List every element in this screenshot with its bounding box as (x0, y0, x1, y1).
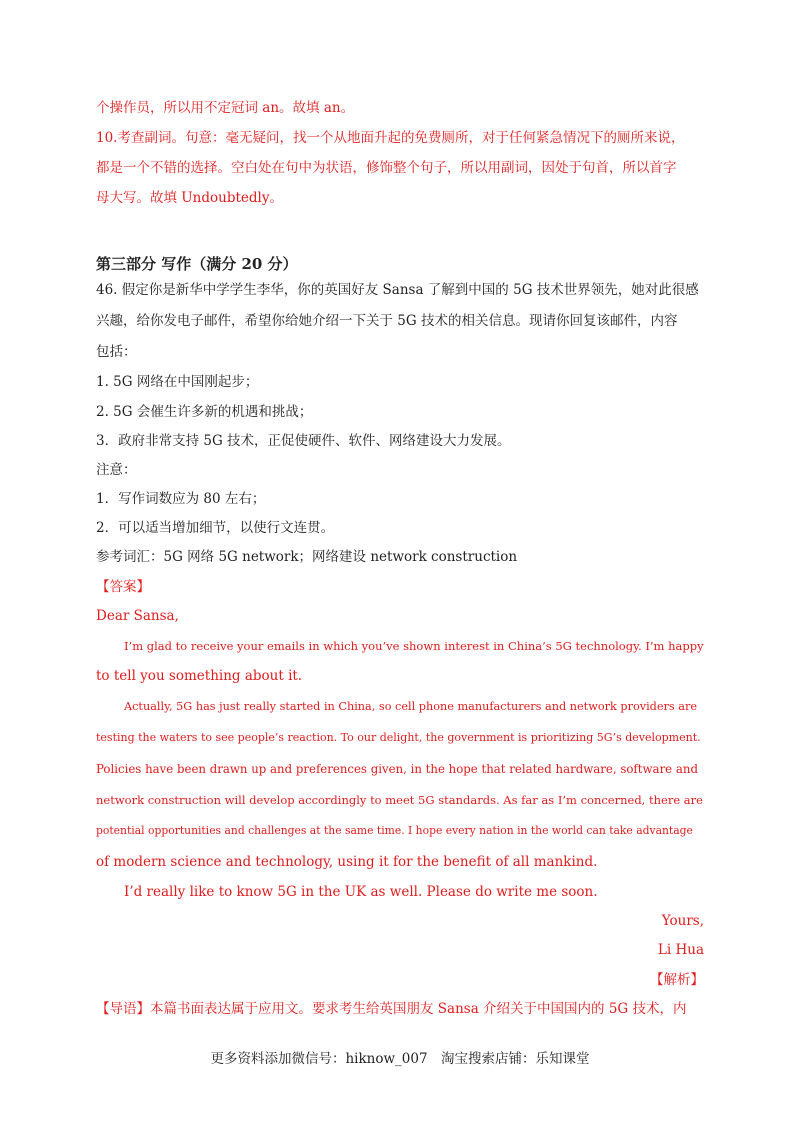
analysis-intro: 【导语】本篇书面表达属于应用文。要求考生给英国朋友 Sansa 介绍关于中国国内的 5G 技术，内 (96, 1001, 687, 1017)
letter-p2-line-6: of modern science and technology, using it for the benefit of all mankind. (96, 854, 598, 870)
question-line-2: 兴趣，给你发电子邮件，希望你给她介绍一下关于 5G 技术的相关信息。现请你回复该邮件，内容 (96, 313, 678, 329)
notes-label: 注意： (96, 462, 137, 478)
letter-p2-line-4: network construction will develop accordingly to meet 5G standards. As far as I’m concerned, there are (96, 793, 703, 807)
item10-line-1: 10.考查副词。句意：毫无疑问，找一个从地面升起的免费厕所，对于任何紧急情况下的厕所来说， (96, 130, 685, 146)
letter-closing: Yours, (661, 913, 704, 929)
requirement-point-2: 2. 5G 会催生许多新的机遇和挑战； (96, 404, 313, 420)
letter-p2-line-1: Actually, 5G has just really started in China, so cell phone manufacturers and network providers are (124, 700, 697, 713)
requirement-point-1: 1. 5G 网络在中国刚起步； (96, 374, 259, 390)
answer-label: 【答案】 (96, 579, 150, 595)
letter-p1-line-1: I’m glad to receive your emails in which you’ve shown interest in China’s 5G technology. I’m happy (124, 639, 704, 653)
note-1: 1．写作词数应为 80 左右； (96, 491, 266, 507)
item10-line-3: 母大写。故填 Undoubtedly。 (96, 190, 283, 206)
letter-p1-line-2: to tell you something about it. (96, 668, 303, 684)
analysis-label: 【解析】 (650, 972, 704, 988)
letter-p3-line-1: I’d really like to know 5G in the UK as well. Please do write me soon. (124, 884, 598, 900)
letter-signature: Li Hua (657, 942, 704, 958)
letter-p2-line-3: Policies have been drawn up and preferences given, in the hope that related hardware, software and (96, 762, 698, 776)
item10-line-2: 都是一个不错的选择。空白处在句中为状语，修饰整个句子，所以用副词，因处于句首，所以首字 (96, 160, 677, 176)
requirement-point-3: 3．政府非常支持 5G 技术，正促使硬件、软件、网络建设大力发展。 (96, 433, 511, 449)
note-2: 2．可以适当增加细节，以使行文连贯。 (96, 520, 335, 536)
letter-salutation: Dear Sansa, (96, 608, 179, 624)
question-line-3: 包括： (96, 344, 137, 360)
question-line-1: 46. 假定你是新华中学学生李华，你的英国好友 Sansa 了解到中国的 5G 技术世界领先，她对此很感 (96, 282, 699, 298)
letter-p2-line-5: potential opportunities and challenges at the same time. I hope every nation in the world can take advantage (96, 824, 693, 837)
section-heading: 第三部分 写作（满分 20 分） (96, 255, 298, 273)
vocabulary-hint: 参考词汇：5G 网络 5G network；网络建设 network construction (96, 549, 518, 565)
letter-p2-line-2: testing the waters to see people’s reaction. To our delight, the government is prioritizing 5G’s development. (96, 731, 701, 744)
prev-explanation-line: 个操作员，所以用不定冠词 an。故填 an。 (96, 100, 355, 116)
page-footer: 更多资料添加微信号：hiknow_007 淘宝搜索店铺：乐知课堂 (210, 1051, 590, 1067)
